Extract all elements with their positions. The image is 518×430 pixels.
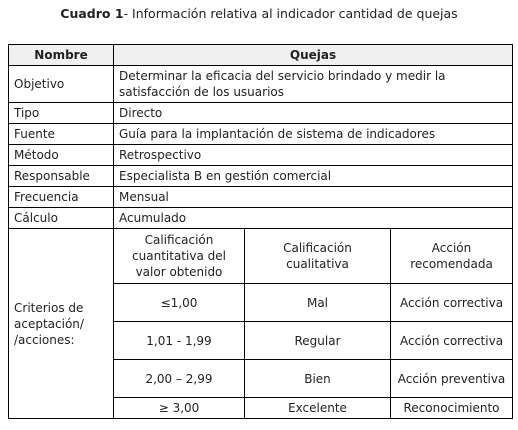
- criteria-quant: 1,01 - 1,99: [114, 322, 245, 360]
- row-value: Acumulado: [114, 208, 513, 229]
- row-value: Mensual: [114, 187, 513, 208]
- row-value: Guía para la implantación de sistema de indicadores: [114, 124, 513, 145]
- row-name: Objetivo: [9, 66, 114, 103]
- row-value: Determinar la eficacia del servicio brindado y medir la satisfacción de los usuarios: [114, 66, 513, 103]
- criteria-quant: ≤1,00: [114, 284, 245, 322]
- row-name: Cálculo: [9, 208, 114, 229]
- criteria-header-action: Acción recomendada: [391, 229, 513, 284]
- row-name: Responsable: [9, 166, 114, 187]
- header-quejas: Quejas: [114, 45, 513, 66]
- row-name: Frecuencia: [9, 187, 114, 208]
- criteria-qual: Mal: [245, 284, 391, 322]
- caption-label: Cuadro 1: [60, 6, 124, 21]
- table-row: [9, 66, 513, 103]
- criteria-header-quant: Calificación cuantitativa del valor obtenido: [114, 229, 245, 284]
- row-name: Fuente: [9, 124, 114, 145]
- criteria-quant: ≥ 3,00: [114, 398, 245, 419]
- table-caption: [0, 6, 518, 21]
- criteria-action: Acción preventiva: [391, 360, 513, 398]
- table-row: [9, 208, 513, 229]
- criteria-action: Acción correctiva: [391, 284, 513, 322]
- table-row: [9, 124, 513, 145]
- criteria-qual: Bien: [245, 360, 391, 398]
- criteria-quant: 2,00 – 2,99: [114, 360, 245, 398]
- caption-text: - Información relativa al indicador cantidad de quejas: [123, 6, 458, 21]
- table-row: [9, 166, 513, 187]
- criteria-qual: Excelente: [245, 398, 391, 419]
- row-name: Tipo: [9, 103, 114, 124]
- row-value: Directo: [114, 103, 513, 124]
- criteria-action: Reconocimiento: [391, 398, 513, 419]
- header-nombre: Nombre: [9, 45, 114, 66]
- criteria-qual: Regular: [245, 322, 391, 360]
- table-row: [9, 103, 513, 124]
- indicator-table: [8, 44, 513, 419]
- table-row: [9, 145, 513, 166]
- row-name: Método: [9, 145, 114, 166]
- criteria-header-row: [9, 229, 513, 284]
- table-header-row: [9, 45, 513, 66]
- row-value: Especialista B en gestión comercial: [114, 166, 513, 187]
- criteria-action: Acción correctiva: [391, 322, 513, 360]
- criteria-label: Criterios de aceptación/ /acciones:: [9, 229, 114, 419]
- table-row: [9, 187, 513, 208]
- criteria-header-qual: Calificación cualitativa: [245, 229, 391, 284]
- row-value: Retrospectivo: [114, 145, 513, 166]
